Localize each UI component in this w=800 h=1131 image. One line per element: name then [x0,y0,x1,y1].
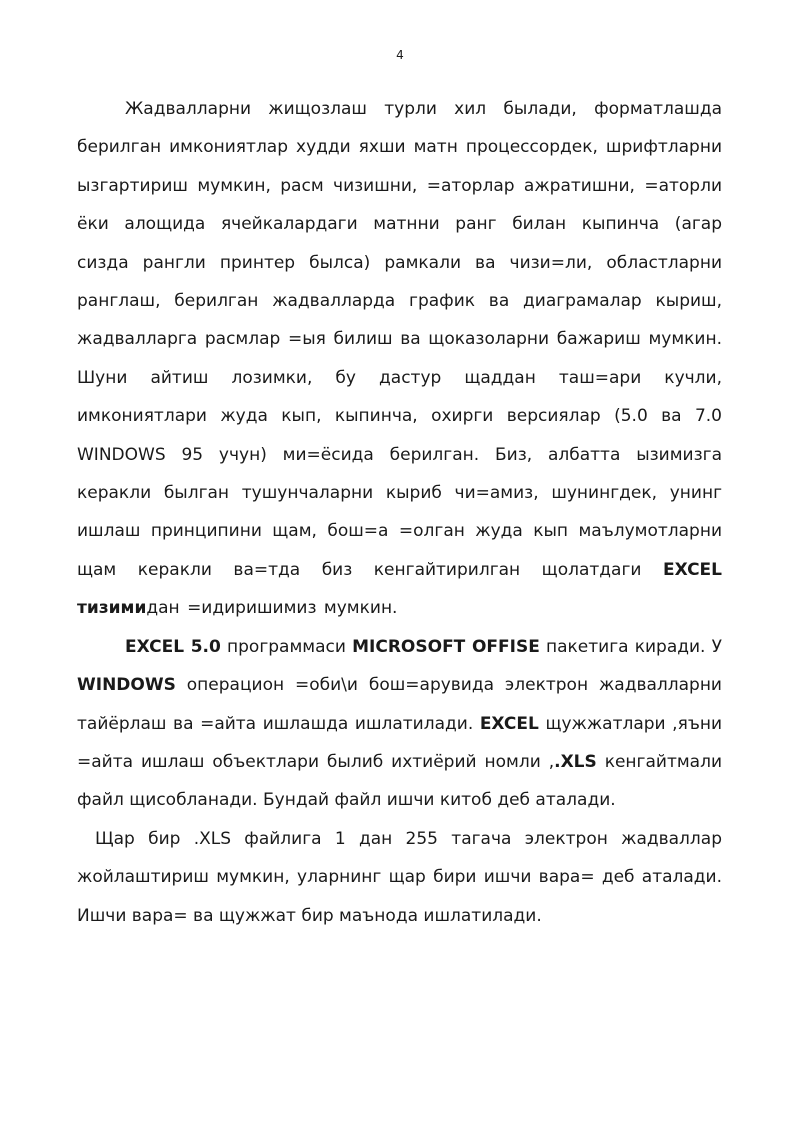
paragraph-xls-sheets: Щар бир .XLS файлига 1 дан 255 тагача электрон жадваллар жойлаштириш мумкин, уларнинг щар бири ишчи вара= деб аталади. Ишчи вара= ва щужжат бир маънода ишлатилади. [77,828,722,926]
paragraph-text: пакетига киради. У [539,636,722,657]
paragraph-formatting [77,90,722,628]
document-body [77,90,722,935]
paragraph-excel-intro [77,628,722,820]
bold-term: EXCEL [479,713,539,734]
bold-term: .XLS [554,751,597,772]
bold-term: EXCEL 5.0 [125,636,221,657]
paragraph-text: Жадвалларни жищозлаш турли хил былади, форматлашда берилган имкониятлар худди яхши матн процессордек, шрифтларни ызгартириш мумкин, расм чизишни, =аторлар ажратишни, =аторли ёки алощида ячейкалардаги матнни ранг билан кыпинча (агар сизда рангли принтер былса) рамкали ва чизи=ли, областларни ранглаш, берилган жадвалларда график ва диаграмалар кыриш, жадвалларга расмлар =ыя билиш ва щоказоларни бажариш мумкин. Шуни айтиш лозимки, бу дастур щаддан таш=ари кучли, имкониятлари жуда кып, кыпинча, охирги версиялар (5.0 ва 7.0 WINDOWS 95 учун) ми=ёсида берилган. Биз, албатта ызимизга керакли былган тушунчаларни кыриб чи=амиз, шунингдек, унинг ишлаш принципини щам, бош=а =олган жуда кып маълумотларни щам керакли ва=тда биз кенгайтирилган щолатдаги [77,99,722,580]
bold-term: MICROSOFT OFFISE [352,636,540,657]
paragraph-text: программаси [220,636,353,657]
bold-term: WINDOWS [77,675,176,696]
paragraph-text: дан =идиришимиз мумкин. [146,598,398,619]
paragraph-text: операцион =оби\и бош=арувида электрон жадвалларни тайёрлаш ва =айта ишлашда ишлатилади. [77,675,722,734]
page-number: 4 [396,48,404,62]
paragraph-text: кенгайтмали файл щисобланади. Бундай файл ишчи китоб деб аталади. [77,751,722,811]
bold-term: EXCEL тизими [77,559,722,619]
paragraph-text: щужжатлари ,яъни =айта ишлаш объектлари былиб ихтиёрий номли , [77,713,722,772]
